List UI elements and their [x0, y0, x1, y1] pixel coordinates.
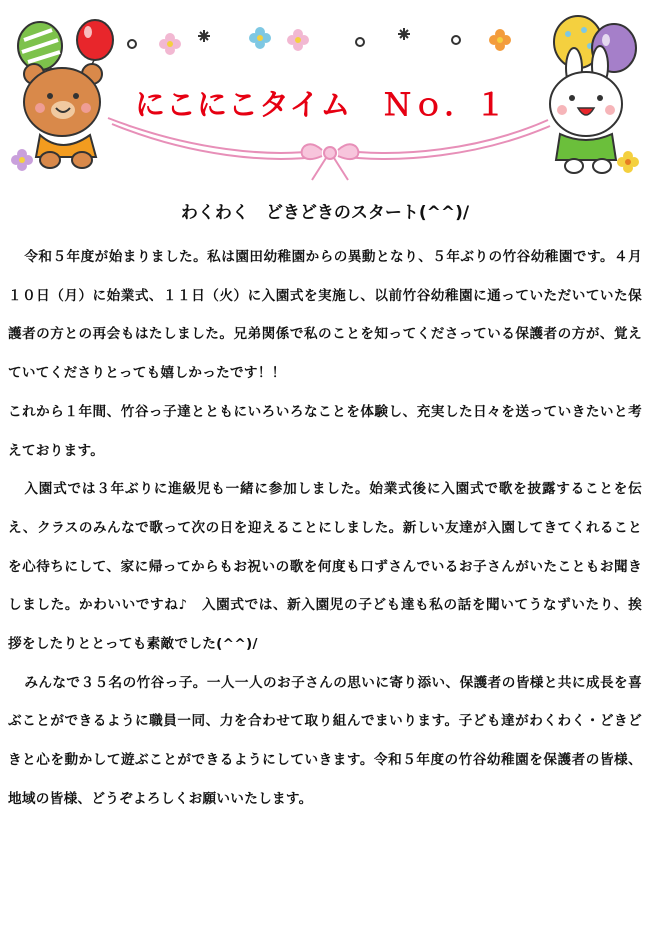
paragraph: みんなで３５名の竹谷っ子。一人一人のお子さんの思いに寄り添い、保護者の皆様と共に成長を喜ぶことができるように職員一同、力を合わせて取り組んでまいります。子ども達がわくわく・どきどきと心を動かして遊ぶことができるようにしていきます。令和５年度の竹谷幼稚園を保護者の皆様、地域の皆様、どうぞよろしくお願いいたします。 — [8, 674, 642, 807]
section-heading: わくわく どきどきのスタート(^^)/ — [180, 203, 470, 223]
paragraph: 令和５年度が始まりました。私は園田幼稚園からの異動となり、５年ぶりの竹谷幼稚園です。４月１０日（月）に始業式、１１日（火）に入園式を実施し、以前竹谷幼稚園に通っていただいていた保護者の方との再会もはたしました。兄弟関係で私のことを知ってくださっている保護者の方が、覚えていてくださりとっても嬉しかったです！！ — [8, 249, 642, 382]
header-illustration — [0, 0, 650, 185]
ribbon-icon — [108, 118, 550, 180]
newsletter-title: にこにこタイム Ｎｏ．１ — [135, 88, 507, 123]
article-body — [8, 238, 642, 819]
paragraph: 入園式では３年ぶりに進級児も一緒に参加しました。始業式後に入園式で歌を披露することを伝え、クラスのみんなで歌って次の日を迎えることにしました。新しい友達が入園してきてくれることを心待ちにして、家に帰ってからもお祝いの歌を何度も口ずさんでいるお子さんがいたこともお聞きしました。かわいいですね♪ 入園式では、新入園児の子ども達も私の話を聞いてうなずいたり、挨拶をしたりととっても素敵でした(^^)/ — [8, 481, 642, 653]
paragraph: これから１年間、竹谷っ子達とともにいろいろなことを体験し、充実した日々を送っていきたいと考えております。 — [8, 403, 642, 459]
bear-icon — [24, 64, 102, 168]
